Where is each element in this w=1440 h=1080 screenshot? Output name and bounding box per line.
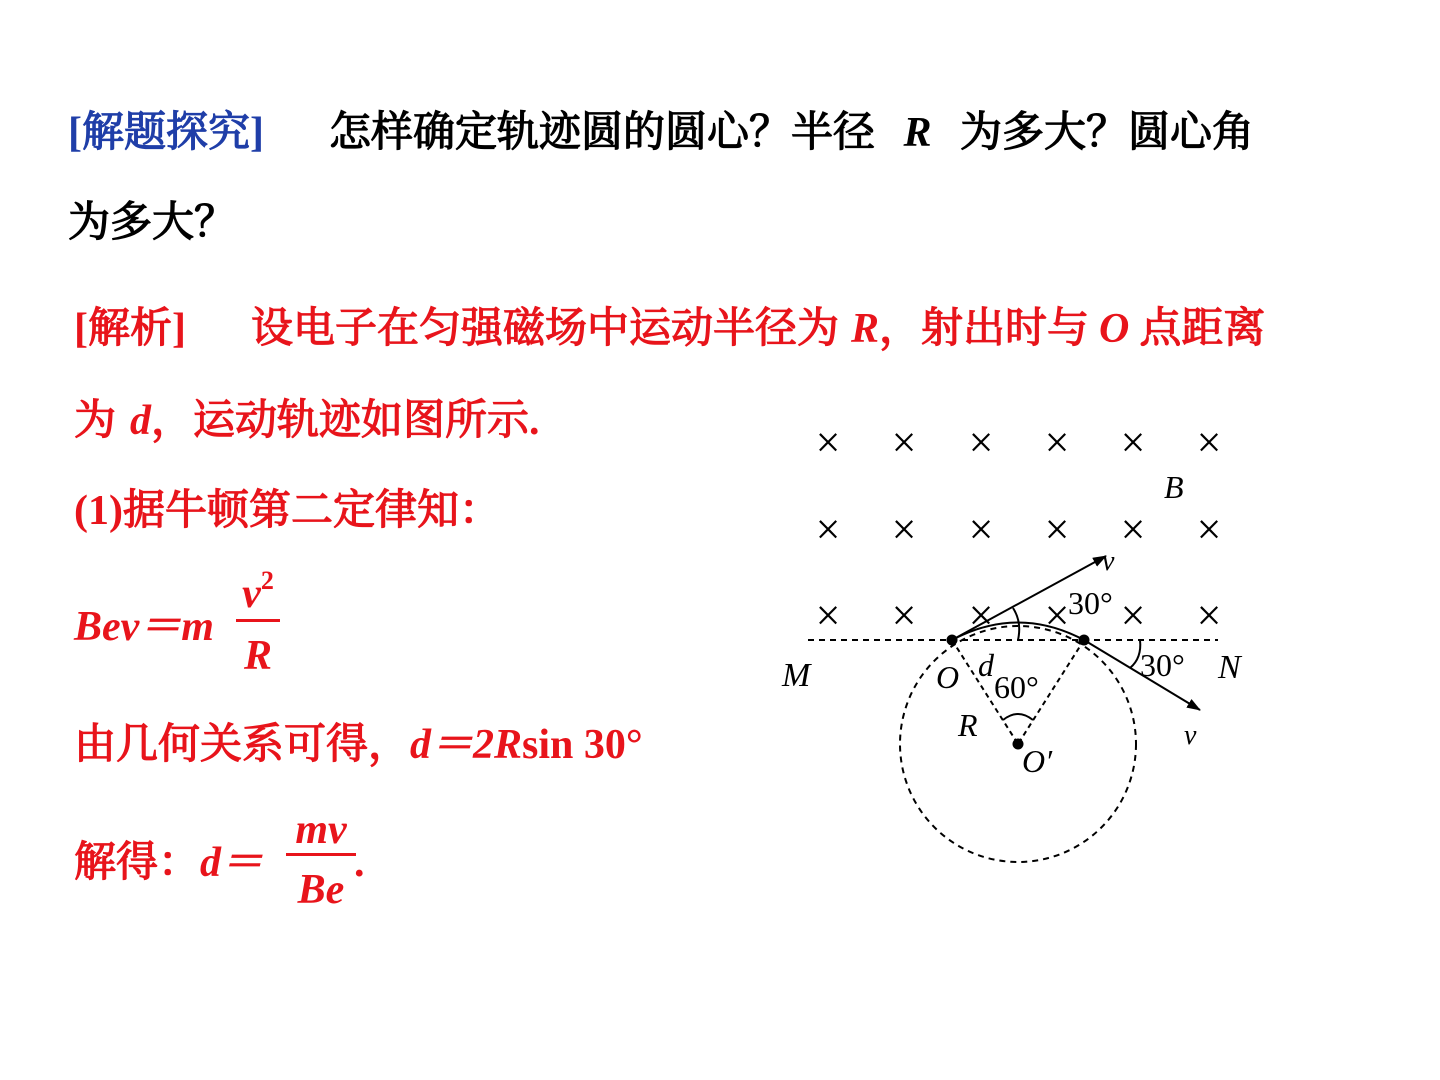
var-d: d	[130, 398, 152, 444]
label-v-in: v	[1102, 546, 1115, 577]
analysis-text: ，射出时与	[879, 306, 1090, 352]
analysis-text: 解得：	[74, 840, 201, 886]
angle-arc-center	[1003, 714, 1033, 720]
fraction-denominator: Be	[297, 867, 345, 913]
field-mark: ×	[891, 505, 917, 554]
label-angle-center: 60°	[994, 669, 1039, 705]
analysis-text: 为	[74, 398, 117, 444]
equation-result-period: .	[354, 840, 365, 886]
analysis-line-1	[74, 308, 1265, 350]
equation-newton-left: Bev＝m	[74, 604, 214, 650]
label-m: M	[782, 657, 811, 694]
label-o-prime: O′	[1022, 743, 1053, 779]
label-angle-in: 30°	[1068, 585, 1113, 621]
field-mark: ×	[891, 591, 917, 640]
label-n: N	[1218, 649, 1241, 686]
analysis-line-3: (1)据牛顿第二定律知：	[74, 488, 501, 534]
equation-newton-fraction	[236, 564, 280, 679]
angle-arc-in	[1013, 608, 1019, 640]
label-o: O	[936, 659, 960, 695]
label-v-out: v	[1184, 720, 1197, 751]
field-mark: ×	[891, 418, 917, 467]
fraction-numerator: mv	[295, 807, 347, 853]
label-b: B	[1164, 469, 1184, 505]
field-mark: ×	[1044, 591, 1070, 640]
question-var-r: R	[903, 110, 932, 156]
field-mark: ×	[815, 418, 841, 467]
var-r: R	[851, 306, 880, 352]
analysis-line-6	[74, 842, 263, 884]
question-text-2: 为多大？圆心角	[960, 110, 1255, 156]
field-mark: ×	[815, 591, 841, 640]
equation-geometry: d＝2R	[410, 722, 523, 768]
equation-result-left: d＝	[200, 840, 264, 886]
field-mark: ×	[1044, 418, 1070, 467]
field-mark: ×	[968, 505, 994, 554]
field-mark: ×	[1120, 505, 1146, 554]
fraction-bar	[286, 853, 356, 856]
point-exit	[1079, 635, 1090, 646]
analysis-text: 点距离	[1139, 306, 1266, 352]
question-line-1	[68, 112, 1254, 154]
question-tag: [解题探究]	[68, 110, 264, 156]
label-angle-out: 30°	[1140, 647, 1185, 683]
fraction-denominator: R	[243, 633, 272, 679]
analysis-line-5	[74, 724, 643, 766]
analysis-text: 由几何关系可得，	[74, 722, 411, 768]
question-line-2: 为多大？	[68, 200, 237, 246]
fraction-bar	[236, 619, 280, 622]
var-v: v	[242, 571, 261, 617]
field-mark: ×	[968, 418, 994, 467]
point-o	[947, 635, 958, 646]
analysis-line-2	[74, 400, 540, 442]
label-r: R	[958, 707, 978, 743]
question-text-1: 怎样确定轨迹圆的圆心？半径	[328, 110, 875, 156]
analysis-text: 设电子在匀强磁场中运动半径为	[250, 306, 839, 352]
fraction-numerator	[236, 566, 280, 618]
field-mark: ×	[815, 505, 841, 554]
analysis-text: ，运动轨迹如图所示.	[151, 398, 540, 444]
trajectory-diagram	[760, 400, 1280, 900]
field-mark: ×	[1196, 505, 1222, 554]
field-mark: ×	[1196, 418, 1222, 467]
exponent: 2	[260, 566, 274, 595]
label-d-text: d	[978, 647, 994, 683]
field-mark: ×	[1120, 418, 1146, 467]
equation-geometry-tail: sin 30°	[522, 722, 643, 768]
analysis-tag: [解析]	[74, 306, 186, 352]
magnetic-field-marks	[816, 418, 1222, 640]
field-mark: ×	[968, 591, 994, 640]
var-o: O	[1099, 306, 1130, 352]
field-mark: ×	[1044, 505, 1070, 554]
field-mark: ×	[1196, 591, 1222, 640]
equation-result-fraction	[286, 804, 356, 914]
angle-arc-out	[1130, 640, 1140, 668]
field-mark: ×	[1120, 591, 1146, 640]
